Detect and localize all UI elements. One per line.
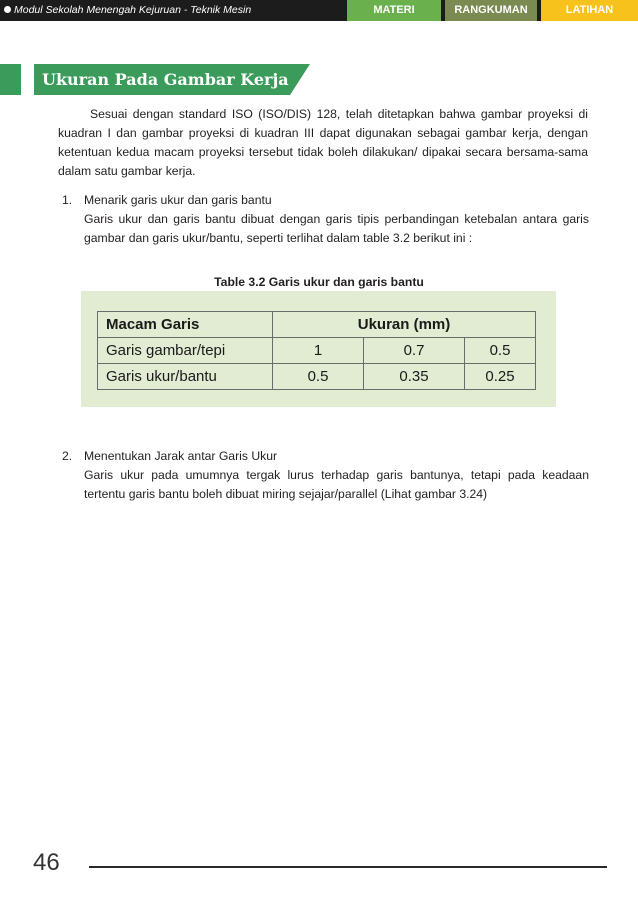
table-cell: Garis ukur/bantu xyxy=(98,364,273,390)
table-figure xyxy=(81,291,556,407)
table-cell: 0.35 xyxy=(364,364,465,390)
table-cell: 0.5 xyxy=(465,338,536,364)
table-header-cell: Ukuran (mm) xyxy=(273,312,536,338)
footer-rule xyxy=(89,866,607,868)
tab-materi[interactable]: MATERI xyxy=(347,0,441,21)
list-item-number: 1. xyxy=(62,193,73,207)
line-size-table xyxy=(97,311,536,390)
list-item-heading: Menarik garis ukur dan garis bantu xyxy=(84,193,272,207)
bullet-icon xyxy=(4,6,11,13)
table-cell: 1 xyxy=(273,338,364,364)
section-marker xyxy=(0,64,21,95)
section-title: Ukuran Pada Gambar Kerja xyxy=(42,70,289,89)
intro-text: Sesuai dengan standard ISO (ISO/DIS) 128, telah ditetapkan bahwa gambar proyeksi di kuadran I dan gambar proyeksi di kuadran III dapat digunakan sebagai gambar kerja, dengan ketentuan kedua macam proyeksi tersebut tidak boleh dilakukan/ dipakai secara bersama-sama dalam satu gambar kerja. xyxy=(58,107,588,178)
table-header-row xyxy=(98,312,536,338)
module-title xyxy=(4,0,251,21)
table-cell: 0.7 xyxy=(364,338,465,364)
table-caption: Table 3.2 Garis ukur dan garis bantu xyxy=(214,275,424,289)
tab-rangkuman[interactable]: RANGKUMAN xyxy=(445,0,537,21)
tab-latihan[interactable]: LATIHAN xyxy=(541,0,638,21)
module-title-text: Modul Sekolah Menengah Kejuruan - Teknik Mesin xyxy=(14,4,252,16)
list-item-body: Garis ukur dan garis bantu dibuat dengan garis tipis perbandingan ketebalan antara garis gambar dan garis ukur/bantu, seperti terlihat dalam table 3.2 berikut ini : xyxy=(84,212,589,245)
table-row xyxy=(98,364,536,390)
list-item-body: Garis ukur pada umumnya tergak lurus terhadap garis bantunya, tetapi pada keadaan tertentu garis bantu boleh dibuat miring sejajar/parallel (Lihat gambar 3.24) xyxy=(84,468,589,501)
table-cell: 0.5 xyxy=(273,364,364,390)
intro-paragraph xyxy=(58,105,588,181)
table-row xyxy=(98,338,536,364)
list-item-number: 2. xyxy=(62,449,73,463)
table-cell: 0.25 xyxy=(465,364,536,390)
table-cell: Garis gambar/tepi xyxy=(98,338,273,364)
table-header-cell: Macam Garis xyxy=(98,312,273,338)
page-number: 46 xyxy=(33,849,60,876)
list-item-heading: Menentukan Jarak antar Garis Ukur xyxy=(84,449,278,463)
